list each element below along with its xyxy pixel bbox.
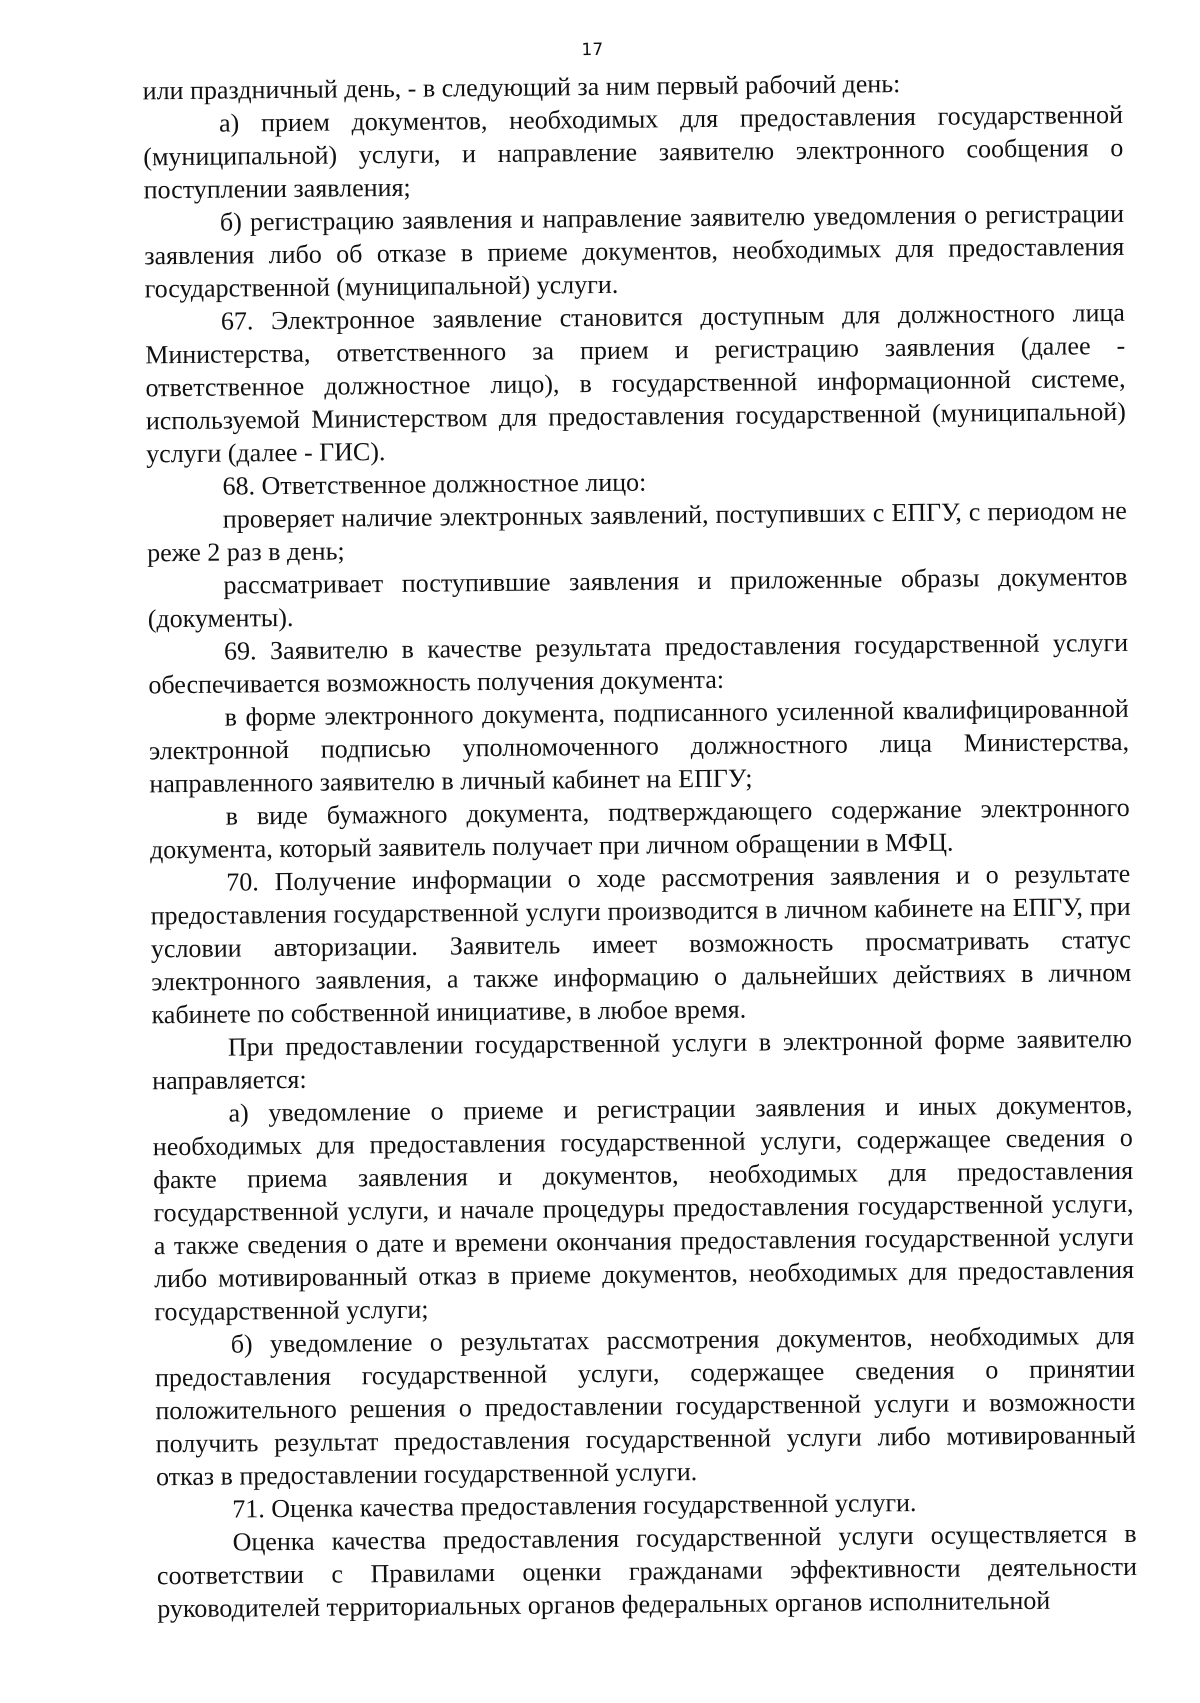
paragraph-68: 68. Ответственное должностное лицо: bbox=[222, 467, 647, 501]
paragraph-69-paper-form: в виде бумажного документа, подтверждающего содержание электронного документа, который заявитель получает при личном обращении в МФЦ. bbox=[149, 792, 1130, 865]
paragraph-70: 70. Получение информации о ходе рассмотрения заявления и о результате предоставления государственной услуги производится в личном кабинете на ЕПГУ, при условии авторизации. Заявитель имеет возможность просматривать статус электронного заявления, а также информацию о дальнейших действиях в личном кабинете по собственной инициативе, в любое время. bbox=[150, 858, 1132, 1030]
page-number: 17 bbox=[581, 39, 604, 61]
document-body bbox=[143, 65, 1138, 1625]
paragraph-notification-b: б) уведомление о результатах рассмотрения документов, необходимых для предоставления государственной услуги, содержащее сведения о принятии положительного решения о предоставлении государственной услуги и возможности получить результат предоставления государственной услуги либо мотивированный отказ в предоставлении государственной услуги. bbox=[154, 1320, 1136, 1492]
paragraph-continuation: или праздничный день, - в следующий за ним первый рабочий день: bbox=[142, 69, 901, 106]
paragraph-71-assessment: Оценка качества предоставления государственной услуги осуществляется в соответствии с Правилами оценки гражданами эффективности деятельности руководителей территориальных органов федеральных органов исполнительной bbox=[156, 1518, 1138, 1624]
paragraph-71: 71. Оценка качества предоставления государственной услуги. bbox=[232, 1487, 917, 1524]
paragraph-67: 67. Электронное заявление становится доступным для должностного лица Министерства, ответственного за прием и регистрацию заявления (далее - ответственное должностное лицо), в государственной информационной системе, используемой Министерством для предоставления государственной (муниципальной) услуги (далее - ГИС). bbox=[145, 297, 1126, 469]
paragraph-68-check: проверяет наличие электронных заявлений, поступивших с ЕПГУ, с периодом не реже 2 раз в день; bbox=[147, 495, 1127, 568]
paragraph-notification-a: а) уведомление о приеме и регистрации заявления и иных документов, необходимых для предоставления государственной услуги, содержащее сведения о факте приема заявления и документов, необходимых для предоставления государственной услуги, и начале процедуры предоставления государственной услуги, а также сведения о дате и времени окончания предоставления государственной услуги либо мотивированный отказ в приеме документов, необходимых для предоставления государственной услуги; bbox=[152, 1089, 1135, 1327]
paragraph-item-b-registration: б) регистрацию заявления и направление заявителю уведомления о регистрации заявления либо об отказе в приеме документов, необходимых для предоставления государственной (муниципальной) услуги. bbox=[144, 198, 1125, 304]
paragraph-69-electronic-form: в форме электронного документа, подписанного усиленной квалифицированной электронной подписью уполномоченного должностного лица Министерства, направленного заявителю в личный кабинет на ЕПГУ; bbox=[148, 693, 1130, 799]
paragraph-69: 69. Заявителю в качестве результата предоставления государственной услуги обеспечивается возможность получения документа: bbox=[148, 627, 1129, 700]
paragraph-68-review: рассматривает поступившие заявления и приложенные образы документов (документы). bbox=[147, 561, 1128, 634]
paragraph-notifications-intro: При предоставлении государственной услуги в электронной форме заявителю направляется: bbox=[152, 1023, 1132, 1096]
paragraph-item-a-document-reception: а) прием документов, необходимых для предоставления государственной (муниципальной) услуги, и направление заявителю электронного сообщения о поступлении заявления; bbox=[143, 99, 1124, 205]
